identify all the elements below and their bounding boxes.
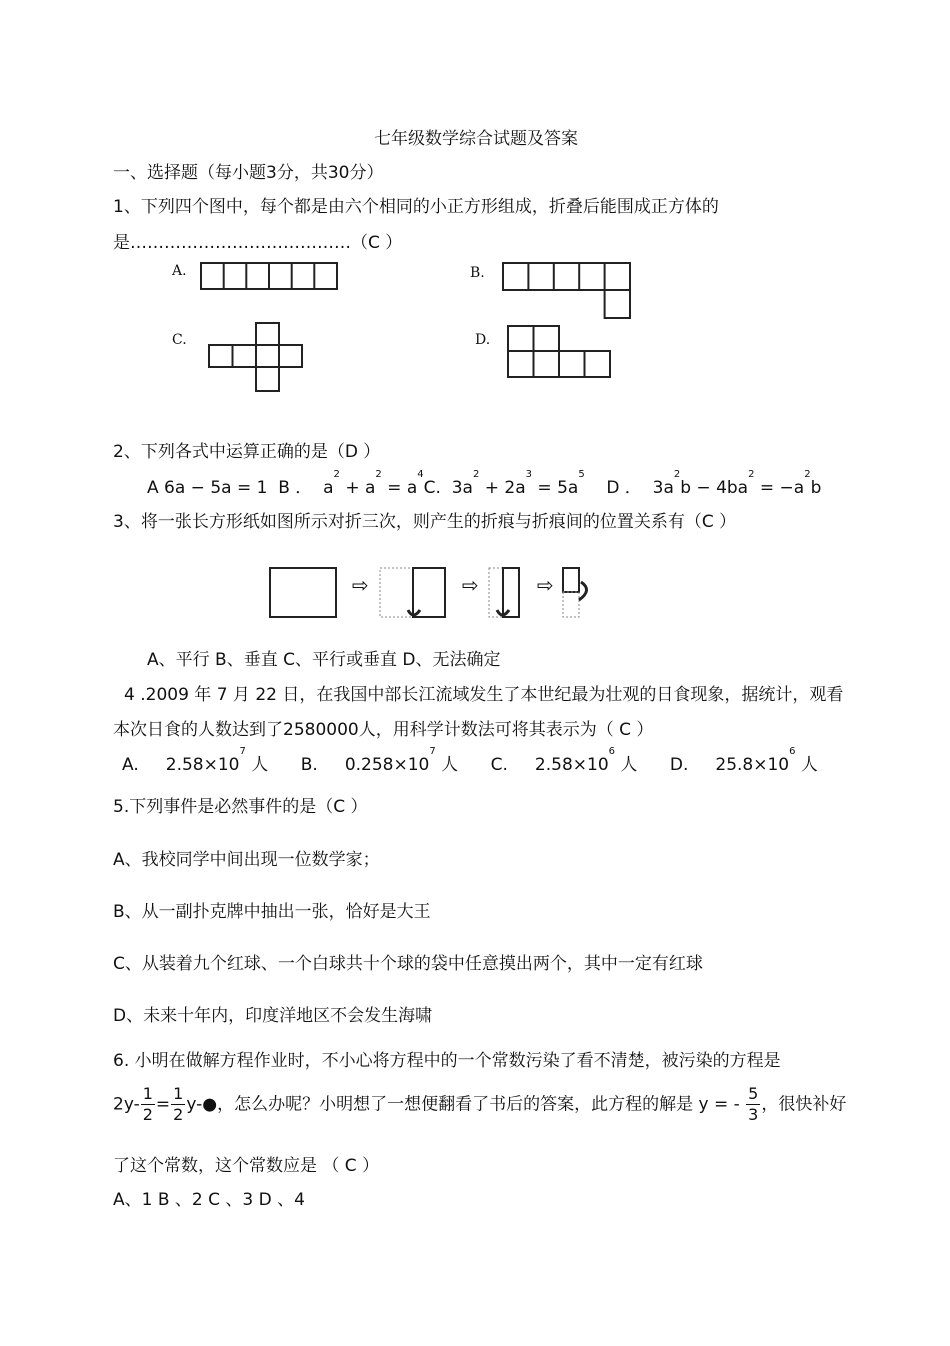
q6-options: A、1 B 、2 C 、3 D 、4	[113, 1190, 305, 1210]
fraction-half: $\frac{1}{2}$	[142, 1084, 153, 1124]
q6-eq-right: y-	[186, 1094, 203, 1115]
q6-eq-left: 2y-	[113, 1094, 140, 1115]
q3-options: A、平行 B、垂直 C、平行或垂直 D、无法确定	[147, 650, 501, 670]
fraction-answer: $\frac{5}{3}$	[748, 1084, 759, 1124]
q2-option-a: A 6a − 5a = 1	[147, 478, 268, 498]
net-figure-c	[207, 322, 303, 394]
q5-option-c: C、从装着九个红球、一个白球共十个球的袋中任意摸出两个，其中一定有红球	[113, 954, 703, 974]
q4-option-c-label: C.	[490, 755, 508, 775]
q2-option-b-label: B ．	[278, 478, 313, 498]
q5-stem: 5.下列事件是必然事件的是（C ）	[113, 797, 368, 817]
q4-option-a-exp: 7	[239, 746, 246, 757]
fold-step-1	[268, 566, 340, 620]
q1-stem-line2: 是…………………………………（C ）	[113, 233, 403, 253]
q6-equation-line	[113, 1084, 846, 1125]
arrow-right-icon: ⇨	[462, 573, 479, 597]
fold-step-3	[487, 566, 527, 622]
q4-unit: 人	[800, 755, 818, 775]
q4-option-c: 2.58×10	[534, 755, 609, 775]
q4-stem-line1: 4 .2009 年 7 月 22 日，在我国中部长江流域发生了本世纪最为壮观的日食现象，据统计，观看	[124, 685, 844, 705]
page-title: 七年级数学综合试题及答案	[374, 129, 578, 149]
q6-eq-text: ，怎么办呢？小明想了一想便翻看了书后的答案，此方程的解是 y = -	[217, 1094, 740, 1115]
q4-option-d-exp: 6	[789, 746, 796, 757]
net-figure-a	[200, 262, 340, 292]
q2-option-c-label: C.	[423, 478, 441, 498]
arrow-right-icon: ⇨	[352, 573, 369, 597]
q5-option-b: B、从一副扑克牌中抽出一张，恰好是大王	[113, 902, 431, 922]
q6-stem-line3: 了这个常数，这个常数应是 （ C ）	[113, 1156, 380, 1176]
q1-label-a: A.	[172, 263, 187, 279]
net-figure-b	[502, 262, 634, 322]
q1-label-c: C.	[172, 332, 187, 348]
section-heading: 一、选择题（每小题3分，共30分）	[113, 163, 384, 183]
ink-blot-icon: ●	[202, 1094, 218, 1115]
q4-option-b: 0.258×10	[344, 755, 430, 775]
q6-eq-end: ，很快补好	[761, 1094, 847, 1115]
q2-option-c-expr: $3a^2 + 2a^3 = 5a^5$	[446, 469, 585, 498]
q2-options	[147, 469, 822, 498]
q3-stem: 3、将一张长方形纸如图所示对折三次，则产生的折痕与折痕间的位置关系有（C ）	[113, 512, 737, 532]
q4-options	[122, 746, 818, 775]
q4-unit: 人	[620, 755, 638, 775]
q2-option-d-expr: $3a^2b - 4ba^2 = -a^2b$	[647, 469, 822, 498]
fraction-half: $\frac{1}{2}$	[173, 1084, 184, 1124]
q6-stem-line1: 6. 小明在做解方程作业时，不小心将方程中的一个常数污染了看不清楚，被污染的方程是	[113, 1051, 781, 1071]
q1-label-b: B.	[470, 265, 485, 281]
net-figure-d	[507, 325, 613, 381]
q2-option-d-label: D ．	[606, 478, 642, 498]
q4-option-a-label: A.	[122, 755, 139, 775]
q6-eq-equals: =	[155, 1094, 171, 1115]
q5-option-a: A、我校同学中间出现一位数学家；	[113, 850, 380, 870]
q4-option-d: 25.8×10	[715, 755, 790, 775]
fold-step-2	[378, 566, 450, 622]
q4-option-c-exp: 6	[608, 746, 616, 757]
q2-option-b-expr: $a^2 + a^2 = a^4$	[317, 469, 424, 498]
q4-stem-line2: 本次日食的人数达到了2580000人，用科学计数法可将其表示为（ C ）	[113, 720, 654, 740]
q4-option-b-exp: 7	[429, 746, 436, 757]
q4-unit: 人	[251, 755, 269, 775]
q4-option-b-label: B.	[300, 755, 318, 775]
q5-option-d: D、未来十年内，印度洋地区不会发生海啸	[113, 1006, 433, 1026]
q2-stem: 2、下列各式中运算正确的是（D ）	[113, 442, 381, 462]
arrow-right-icon: ⇨	[537, 573, 554, 597]
q4-unit: 人	[441, 755, 459, 775]
q1-label-d: D.	[475, 332, 491, 348]
q1-stem-line1: 1、下列四个图中，每个都是由六个相同的小正方形组成，折叠后能围成正方体的	[113, 197, 719, 217]
q4-option-d-label: D.	[669, 755, 689, 775]
fold-step-4	[561, 566, 597, 622]
q4-option-a: 2.58×10	[165, 755, 240, 775]
